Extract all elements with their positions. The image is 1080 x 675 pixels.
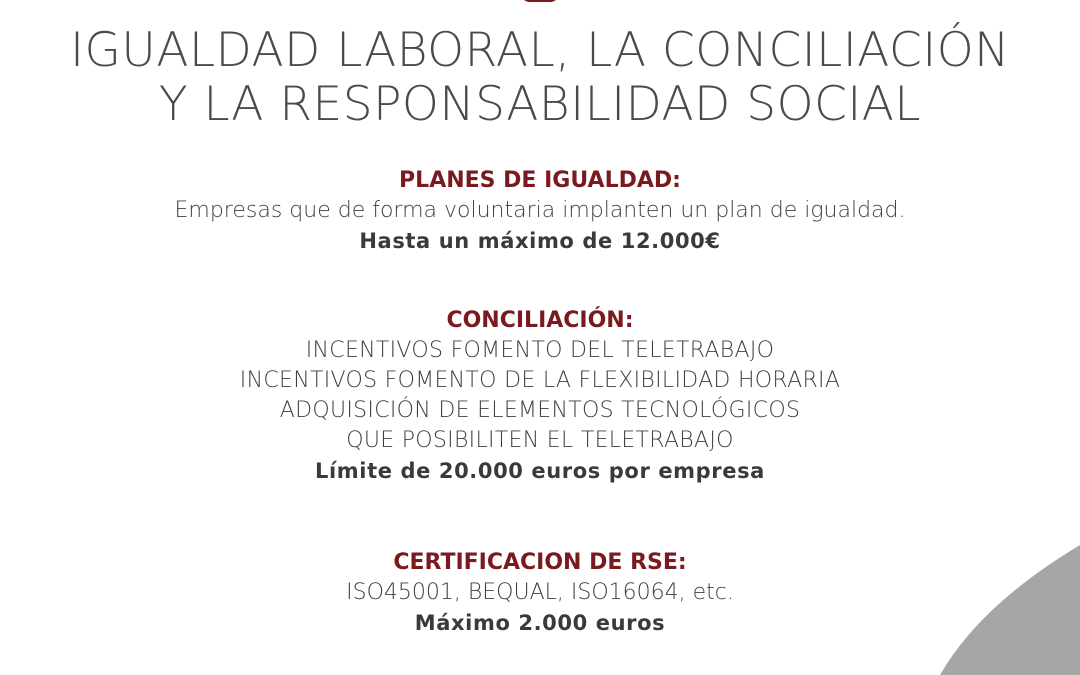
conciliacion-item: INCENTIVOS FOMENTO DE LA FLEXIBILIDAD HORARIA bbox=[239, 368, 841, 393]
planes-description: Empresas que de forma voluntaria implanten un plan de igualdad. bbox=[174, 198, 906, 223]
conciliacion-item: ADQUISICIÓN DE ELEMENTOS TECNOLÓGICOS bbox=[279, 398, 801, 423]
page-title bbox=[0, 24, 1080, 132]
planes-heading: PLANES DE IGUALDAD: bbox=[399, 168, 681, 193]
conciliacion-heading: CONCILIACIÓN: bbox=[446, 308, 634, 333]
planes-amount: Hasta un máximo de 12.000€ bbox=[359, 229, 721, 253]
section-certificacion-rse bbox=[0, 548, 1080, 638]
conciliacion-item: INCENTIVOS FOMENTO DEL TELETRABAJO bbox=[305, 338, 775, 363]
rse-description: ISO45001, BEQUAL, ISO16064, etc. bbox=[346, 580, 734, 605]
corner-decoration bbox=[940, 545, 1080, 675]
section-planes-igualdad bbox=[0, 166, 1080, 256]
top-accent-shape bbox=[520, 0, 560, 2]
title-line-2: Y LA RESPONSABILIDAD SOCIAL bbox=[158, 77, 922, 132]
rse-heading: CERTIFICACION DE RSE: bbox=[393, 550, 687, 575]
title-line-1: IGUALDAD LABORAL, LA CONCILIACIÓN bbox=[70, 23, 1010, 78]
rse-amount: Máximo 2.000 euros bbox=[414, 611, 666, 635]
section-conciliacion bbox=[0, 306, 1080, 486]
conciliacion-item: QUE POSIBILITEN EL TELETRABAJO bbox=[346, 428, 734, 453]
conciliacion-amount: Límite de 20.000 euros por empresa bbox=[315, 459, 765, 483]
